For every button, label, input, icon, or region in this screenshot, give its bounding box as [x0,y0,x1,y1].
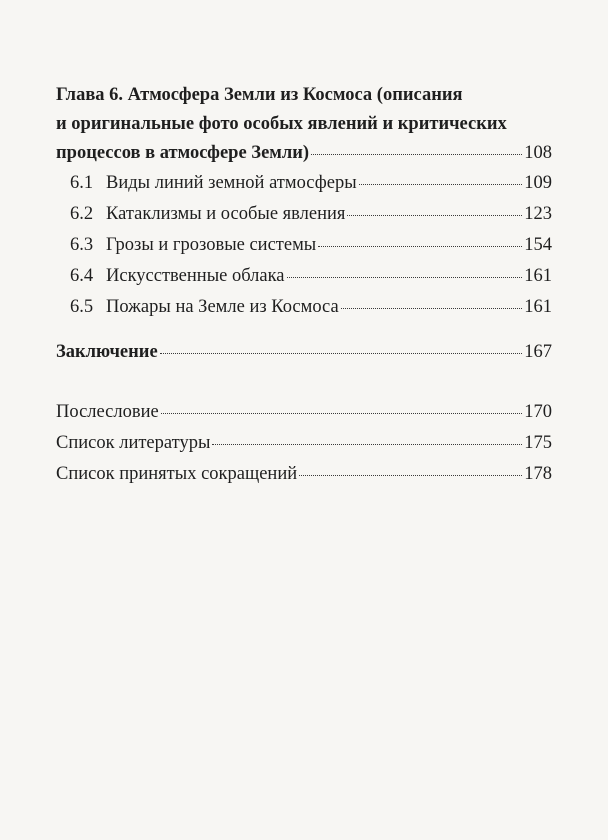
backmatter-page-number: 178 [524,464,552,484]
conclusion-entry[interactable] [56,338,552,367]
section-number: 6.4 [70,266,94,286]
toc-abbreviations[interactable] [56,459,552,490]
section-page-number: 161 [524,266,552,286]
toc-section-6-2[interactable] [70,199,552,230]
section-list [70,168,552,323]
chapter-title-line-3-row [56,139,552,168]
toc-section-6-4[interactable] [70,261,552,292]
backmatter-title: Список принятых сокращений [56,464,298,484]
backmatter-page-number: 175 [524,433,552,453]
conclusion-page-number: 167 [524,342,552,362]
toc-section-6-3[interactable] [70,230,552,261]
section-title: Искусственные облака [106,266,285,286]
chapter-title-line-3: процессов в атмосфере Земли) [56,143,310,163]
section-page-number: 154 [524,235,552,255]
chapter-page-number: 108 [524,143,552,163]
toc-references[interactable] [56,428,552,459]
toc-section-6-1[interactable] [70,168,552,199]
dot-leader [311,140,522,159]
section-page-number: 161 [524,297,552,317]
section-page-number: 123 [524,204,552,224]
dot-leader [287,263,523,282]
dot-leader [299,461,522,480]
chapter-title-line-1: Глава 6. Атмосфера Земли из Космоса (описания [56,85,463,105]
section-title: Виды линий земной атмосферы [106,173,357,193]
section-number: 6.1 [70,173,94,193]
backmatter-title: Список литературы [56,433,211,453]
section-page-number: 109 [524,173,552,193]
chapter-title-line-2: и оригинальные фото особых явлений и критических [56,114,507,134]
section-number: 6.2 [70,204,94,224]
section-number: 6.3 [70,235,94,255]
backmatter-page-number: 170 [524,402,552,422]
conclusion-title: Заключение [56,342,158,362]
chapter-6-entry[interactable] [56,81,552,168]
backmatter-list [56,397,552,490]
dot-leader [212,430,522,449]
dot-leader [347,201,522,220]
backmatter-title: Послесловие [56,402,159,422]
dot-leader [359,170,523,189]
dot-leader [318,232,522,251]
section-title: Пожары на Земле из Космоса [106,297,339,317]
dot-leader [341,294,523,313]
toc-afterword[interactable] [56,397,552,428]
dot-leader [160,339,523,358]
section-title: Катаклизмы и особые явления [106,204,346,224]
section-title: Грозы и грозовые системы [106,235,317,255]
section-number: 6.5 [70,297,94,317]
dot-leader [161,399,523,418]
toc-section-6-5[interactable] [70,292,552,323]
